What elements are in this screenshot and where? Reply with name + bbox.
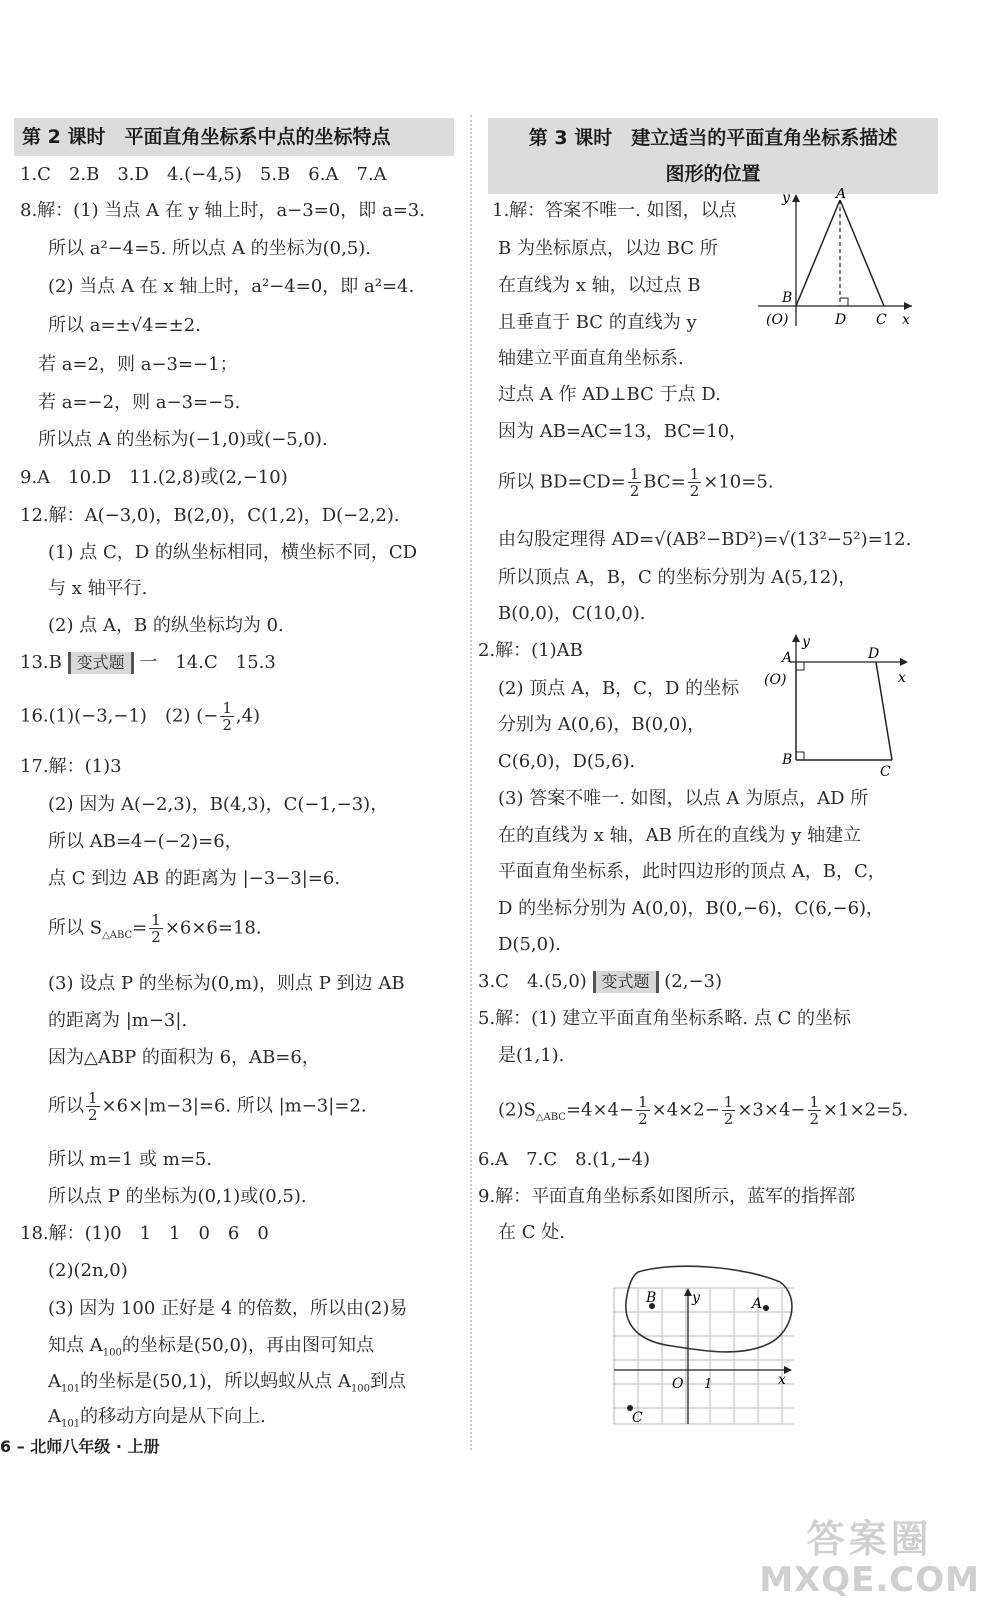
answer-line-s5 [498,1094,908,1130]
x-arrow [904,302,912,310]
answer-line-bd [498,466,774,499]
answer-line-16 [20,700,260,733]
column-divider [470,115,472,1450]
fraction: $\frac{1}{2}$ [88,1089,98,1124]
fraction: $\frac{1}{2}$ [222,699,232,734]
answer-line: 因为△ABP 的面积为 6，AB=6， [48,1047,320,1068]
label-d: D [868,646,880,662]
answer-text: 的移动方向是从下向上. [80,1406,266,1427]
label-b: B [782,290,793,306]
answer-line: 2.解：(1)AB [478,640,583,661]
answer-line: 分别为 A(0,6)，B(0,0)， [498,714,706,735]
answer-text: (2,−3) [664,971,723,992]
fraction: $\frac{1}{2}$ [689,465,700,500]
answer-line: 平面直角坐标系，此时四边形的顶点 A，B，C， [498,861,886,882]
answer-text: 的坐标是(50,0)，再由图可知点 [121,1335,374,1356]
answer-line: 所以 a=±√4=±2. [48,315,201,336]
watermark-line2: MXQE.COM [759,1560,980,1600]
subscript: 101 [61,1383,81,1395]
answer-line: 所以 a²−4=5. 所以点 A 的坐标为(0,5). [48,238,372,259]
subscript: 100 [350,1383,371,1395]
answer-text: 知点 A [48,1335,103,1356]
answer-line: 1.解：答案不唯一. 如图，以点 [492,200,737,221]
answer-text: ×6×|m−3|=6. 所以 |m−3|=2. [101,1095,367,1117]
right-header-line1: 第 3 课时 建立适当的平面直角坐标系描述 [528,127,898,149]
answer-text: ×4×2− [651,1099,720,1121]
answer-line: C(6,0)，D(5,6). [498,751,636,772]
answer-line-a101: $A_{101}$的坐标是(50,1)，所以蚂蚁从点 $A_{100}$到点 [48,1371,407,1395]
variant-question-tag: 变式题 [593,971,659,993]
label-o: (O) [764,672,787,688]
answer-line: (2)(2n,0) [48,1260,128,1281]
answer-text: =4×4− [565,1099,635,1121]
label-b: B [646,1290,657,1306]
fraction: $\frac{1}{2}$ [629,465,640,500]
answer-line: (1) 点 C，D 的纵坐标相同，横坐标不同，CD [48,542,418,563]
right-section-header [488,118,938,194]
answer-text: 到点 [370,1371,407,1392]
answer-line: 因为 AB=AC=13，BC=10， [498,421,748,442]
watermark-line1: 答案圈 [806,1517,933,1561]
figure-grid [608,1262,800,1430]
paren-text: (− [196,705,219,727]
label-o: (O) [766,312,789,328]
label-y: y [802,634,810,650]
right-angle-mark [796,752,804,760]
x-arrow [900,658,908,666]
label-c: C [632,1410,643,1426]
label-x: x [898,670,906,686]
paren-text: ,4) [235,705,261,727]
fraction: $\frac{1}{2}$ [723,1093,734,1128]
answer-line: 1.C 2.B 3.D 4.(−4,5) 5.B 6.A 7.A [20,164,387,185]
answer-text: (2)S [498,1099,536,1121]
answer-line: (2) 顶点 A，B，C，D 的坐标 [498,678,740,699]
y-arrow [684,1288,692,1296]
label-a: A [752,1296,763,1312]
answer-line: (3) 答案不唯一. 如图，以点 A 为原点，AD 所 [498,788,869,809]
label-a: A [836,188,847,202]
answer-line: 所以点 P 的坐标为(0,1)或(0,5). [48,1186,307,1207]
subscript: 100 [102,1347,122,1359]
answer-line: 8.解：(1) 当点 A 在 y 轴上时，a−3=0，即 a=3. [20,200,425,221]
answer-line: 在直线为 x 轴，以过点 B [498,275,701,296]
figure-trapezoid [756,632,916,782]
figure-triangle [752,188,922,336]
answer-line: D 的坐标分别为 A(0,0)，B(0,−6)，C(6,−6)， [498,898,885,919]
answer-line: (2) 点 A，B 的纵坐标均为 0. [48,615,284,636]
answer-text: ×3×4− [737,1099,806,1121]
answer-line: 所以 m=1 或 m=5. [48,1149,213,1170]
answer-line: 所以顶点 A，B，C 的坐标分别为 A(5,12)， [498,567,857,588]
answer-line: (2) 当点 A 在 x 轴上时，a²−4=0，即 a²=4. [48,276,415,297]
answer-text: 13.B [20,652,62,673]
answer-line: 若 a=−2，则 a−3=−5. [38,392,241,413]
y-arrow [792,634,800,642]
point-a [763,1305,769,1311]
answer-line: (2) 因为 A(−2,3)，B(4,3)，C(−1,−3)， [48,794,389,815]
answer-line: D(5,0). [498,934,561,955]
answer-line: (3) 因为 100 正好是 4 的倍数，所以由(2)易 [48,1298,408,1319]
watermark [759,1508,980,1600]
answer-line: 18.解：(1)0 1 1 0 6 0 [20,1223,269,1244]
label-d: D [835,312,847,328]
label-y: y [692,1290,700,1306]
label-y: y [782,190,790,206]
answer-line: B(0,0)，C(10,0). [498,603,646,624]
page-footer: 6 – 北师八年级 · 上册 [0,1437,160,1456]
label-x: x [778,1372,786,1388]
answer-line: 5.解：(1) 建立平面直角坐标系略. 点 C 的坐标 [478,1008,852,1029]
label-c: C [876,312,887,328]
answer-text: BC= [643,471,686,493]
fraction: $\frac{1}{2}$ [151,911,161,946]
right-angle-mark [840,298,848,306]
answer-text: 所以 S [48,917,103,939]
subscript: △ABC [102,930,133,942]
label-x: x [902,312,910,328]
answer-line: 9.解：平面直角坐标系如图所示，蓝军的指挥部 [478,1186,856,1207]
answer-line: 在 C 处. [498,1222,565,1243]
label-one: 1 [704,1377,713,1392]
answer-line: 12.解：A(−3,0)，B(2,0)，C(1,2)，D(−2,2). [20,505,400,526]
answer-line: 轴建立平面直角坐标系. [498,348,684,369]
answer-line: 若 a=2，则 a−3=−1； [38,354,238,375]
fraction: $\frac{1}{2}$ [809,1093,820,1128]
label-o: O [672,1376,684,1392]
subscript: △ABC [535,1112,566,1124]
answer-line-a100 [48,1334,374,1366]
answer-line-area: 所以 $S_{\triangle ABC}=$ $\frac{1}{2}$ ×6×6=18. [48,911,262,946]
answer-line: 所以 AB=4−(−2)=6， [48,831,243,852]
subscript: 101 [61,1418,81,1430]
side-ac [840,200,884,306]
answer-line: 所以点 A 的坐标为(−1,0)或(−5,0). [38,429,328,450]
answer-text: 16.(1)(−3,−1) (2) [20,705,191,727]
answer-line: 6.A 7.C 8.(1,−4) [478,1149,651,1170]
answer-text: 所以 BD=CD= [498,471,626,493]
answer-line: 点 C 到边 AB 的距离为 |−3−3|=6. [48,868,341,889]
answer-line: 过点 A 作 AD⊥BC 于点 D. [498,384,721,405]
answer-line: 与 x 轴平行. [48,578,148,599]
answer-line: 17.解：(1)3 [20,756,122,777]
answer-line-a101b: $A_{101}$的移动方向是从下向上. [48,1406,266,1430]
label-a: A [782,650,793,666]
answer-text: 一 14.C 15.3 [139,652,276,673]
answer-line: 在的直线为 x 轴，AB 所在的直线为 y 轴建立 [498,825,862,846]
left-section-header: 第 2 课时 平面直角坐标系中点的坐标特点 [14,118,454,156]
answer-line: B 为坐标原点，以边 BC 所 [498,238,718,259]
answer-line: 是(1,1). [498,1045,565,1066]
answer-text: ×1×2=5. [823,1099,909,1121]
answer-text: ×6×6=18. [164,917,262,939]
answer-line: 由勾股定理得 AD=√(AB²−BD²)=√(13²−5²)=12. [498,529,912,550]
answer-text: 的坐标是(50,1)，所以蚂蚁从点 A [80,1371,351,1392]
answer-line: 且垂直于 BC 的直线为 y [498,312,697,333]
answer-text: ×10=5. [703,471,774,493]
label-b: B [782,752,793,768]
fraction: $\frac{1}{2}$ [638,1093,648,1128]
answer-line: 的距离为 |m−3|. [48,1010,188,1031]
variant-question-tag: 变式题 [68,652,134,674]
answer-text: 3.C 4.(5,0) [478,971,587,992]
answer-line-3 [478,970,722,994]
answer-line: 9.A 10.D 11.(2,8)或(2,−10) [20,467,288,488]
answer-line-13 [20,651,276,675]
answer-line: (3) 设点 P 的坐标为(0,m)，则点 P 到边 AB [48,973,405,994]
left-column [14,118,454,162]
right-angle-mark [796,662,804,670]
side-cd [876,662,892,760]
y-arrow [792,194,800,202]
answer-line-p [48,1090,367,1123]
right-header-line2: 图形的位置 [665,163,761,185]
answer-text: 所以 [48,1095,84,1117]
label-c: C [880,764,891,780]
side-ab [796,200,840,306]
